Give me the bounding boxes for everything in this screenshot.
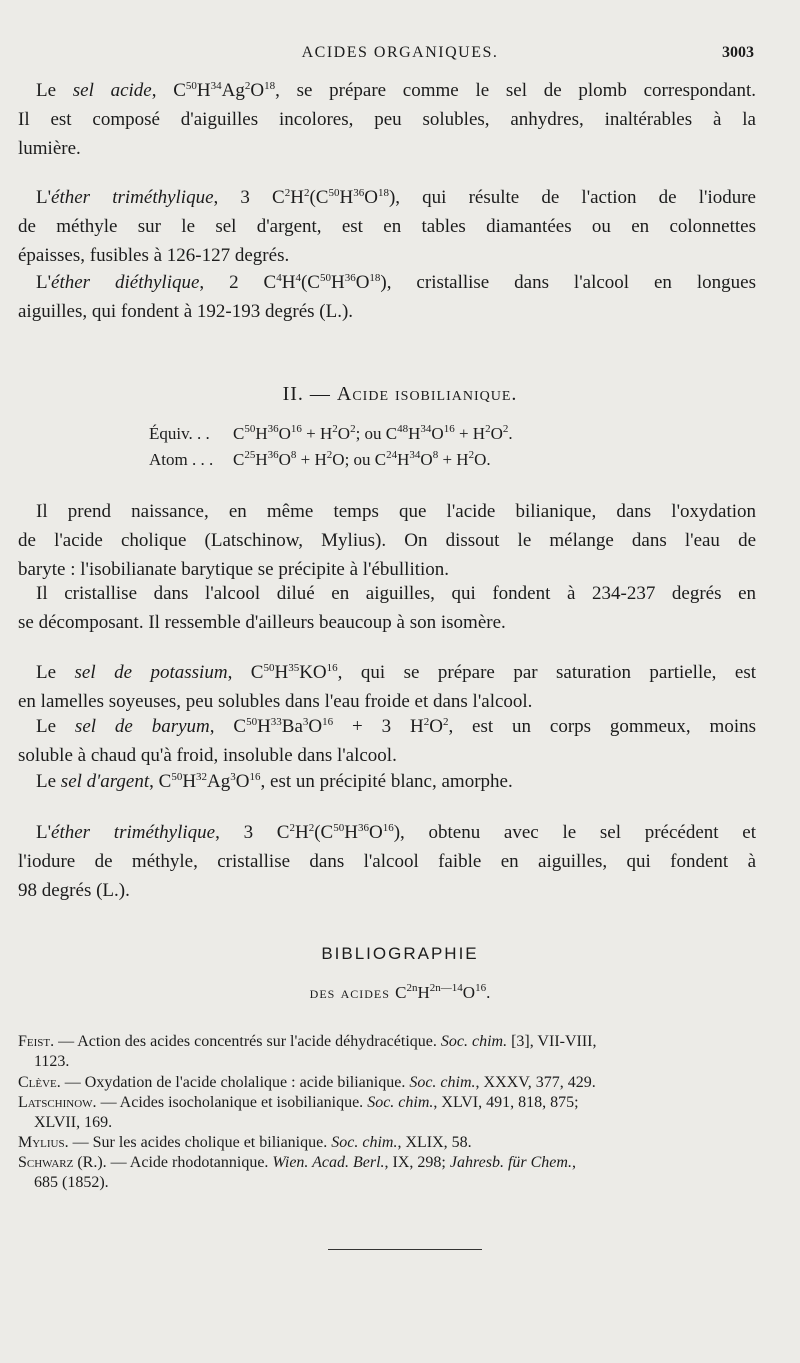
text-line: Le sel d'argent, $C^{50}H^{32}Ag^3O^{16}$, est un précipité blanc, amorphe.	[36, 771, 513, 792]
text-line: se décomposant. Il ressemble d'ailleurs beaucoup à son isomère.	[18, 612, 506, 633]
running-title: ACIDES ORGANIQUES.	[301, 44, 499, 61]
reference-entry: Latschinow. — Acides isocholanique et isobilianique. Soc. chim., XLVI, 491, 818, 875; XLVII, 169.	[18, 1094, 579, 1131]
text-line: Le sel acide, $C^{50}H^{34}Ag^2O^{18}$, se prépare comme le sel de plomb correspondant.	[36, 80, 756, 101]
text-line: soluble à chaud qu'à froid, insoluble dans l'alcool.	[18, 745, 397, 766]
end-rule	[328, 1249, 482, 1250]
page-number: 3003	[722, 44, 754, 61]
text-line: Il est composé d'aiguilles incolores, peu solubles, anhydres, inaltérables à la	[18, 109, 756, 130]
reference-entry: Mylius. — Sur les acides cholique et bilianique. Soc. chim., XLIX, 58.	[18, 1134, 472, 1151]
formula-equiv: Équiv. . . $C^{50}H^{36}O^{16} + H^2O^2$; ou $C^{48}H^{34}O^{16} + H^2O^2$.	[149, 423, 513, 443]
text-line: de l'acide cholique (Latschinow, Mylius). On dissout le mélange dans l'eau de	[18, 530, 756, 551]
text-line: lumière.	[18, 138, 81, 159]
text-line: baryte : l'isobilianate barytique se précipite à l'ébullition.	[18, 559, 450, 580]
paragraph-cristallise	[18, 579, 756, 637]
paragraph-sel-baryum	[18, 712, 756, 770]
text-line: L'éther triméthylique, 3 $C^2H^2(C^{50}H^{36}O^{16})$, obtenu avec le sel précédent et	[36, 822, 756, 843]
reference-entry: Clève. — Oxydation de l'acide cholalique : acide bilianique. Soc. chim., XXXV, 377, 429.	[18, 1074, 596, 1091]
text-line: de méthyle sur le sel d'argent, est en tables diamantées ou en colonnettes	[18, 216, 756, 237]
text-line: Le sel de baryum, $C^{50}H^{33}Ba^3O^{16} + 3$ $H^2O^2$, est un corps gommeux, moins	[36, 716, 757, 737]
text-line: Le sel de potassium, $C^{50}H^{35}KO^{16}$, qui se prépare par saturation partielle, est	[36, 662, 756, 683]
paragraph-ether-trimethylique	[18, 183, 756, 270]
text-line: l'iodure de méthyle, cristallise dans l'alcool faible en aiguilles, qui fondent à	[18, 851, 756, 872]
paragraph-sel-acide	[18, 76, 756, 163]
text-line: L'éther diéthylique, 2 $C^4H^4(C^{50}H^{36}O^{18})$, cristallise dans l'alcool en longues	[36, 272, 756, 293]
paragraph-ether-trimethylique-2	[18, 818, 756, 905]
text-line: aiguilles, qui fondent à 192-193 degrés (L.).	[18, 301, 354, 322]
section-heading: II. — Acide isobilianique.	[282, 383, 518, 405]
text-line: Il cristallise dans l'alcool dilué en aiguilles, qui fondent à 234-237 degrés en	[36, 583, 756, 604]
text-line: 98 degrés (L.).	[18, 880, 130, 901]
paragraph-naissance	[18, 497, 756, 584]
text-line: épaisses, fusibles à 126-127 degrés.	[18, 245, 290, 266]
paragraph-ether-diethylique	[18, 268, 756, 326]
paragraph-sel-potassium	[18, 658, 756, 716]
formula-atom: Atom . . . $C^{25}H^{36}O^8 + H^2O$; ou $C^{24}H^{34}O^8 + H^2O$.	[149, 449, 491, 469]
text-line: Il prend naissance, en même temps que l'acide bilianique, dans l'oxydation	[36, 501, 756, 522]
text-line: en lamelles soyeuses, peu solubles dans l'eau froide et dans l'alcool.	[18, 691, 533, 712]
reference-entry: Schwarz (R.). — Acide rhodotannique. Wien. Acad. Berl., IX, 298; Jahresb. für Chem., 685 (1852).	[18, 1154, 576, 1191]
paragraph-sel-argent	[18, 767, 756, 796]
reference-entry: Feist. — Action des acides concentrés sur l'acide déhydracétique. Soc. chim. [3], VII-VIII, 1123.	[18, 1033, 597, 1070]
text-line: L'éther triméthylique, 3 $C^2H^2(C^{50}H^{36}O^{18})$, qui résulte de l'action de l'iodure	[36, 187, 756, 208]
bibliography-subtitle: des acides $C^{2n}H^{2n—14}O^{16}$.	[309, 982, 491, 1002]
running-header	[0, 44, 800, 68]
bibliography-title: BIBLIOGRAPHIE	[321, 944, 479, 963]
